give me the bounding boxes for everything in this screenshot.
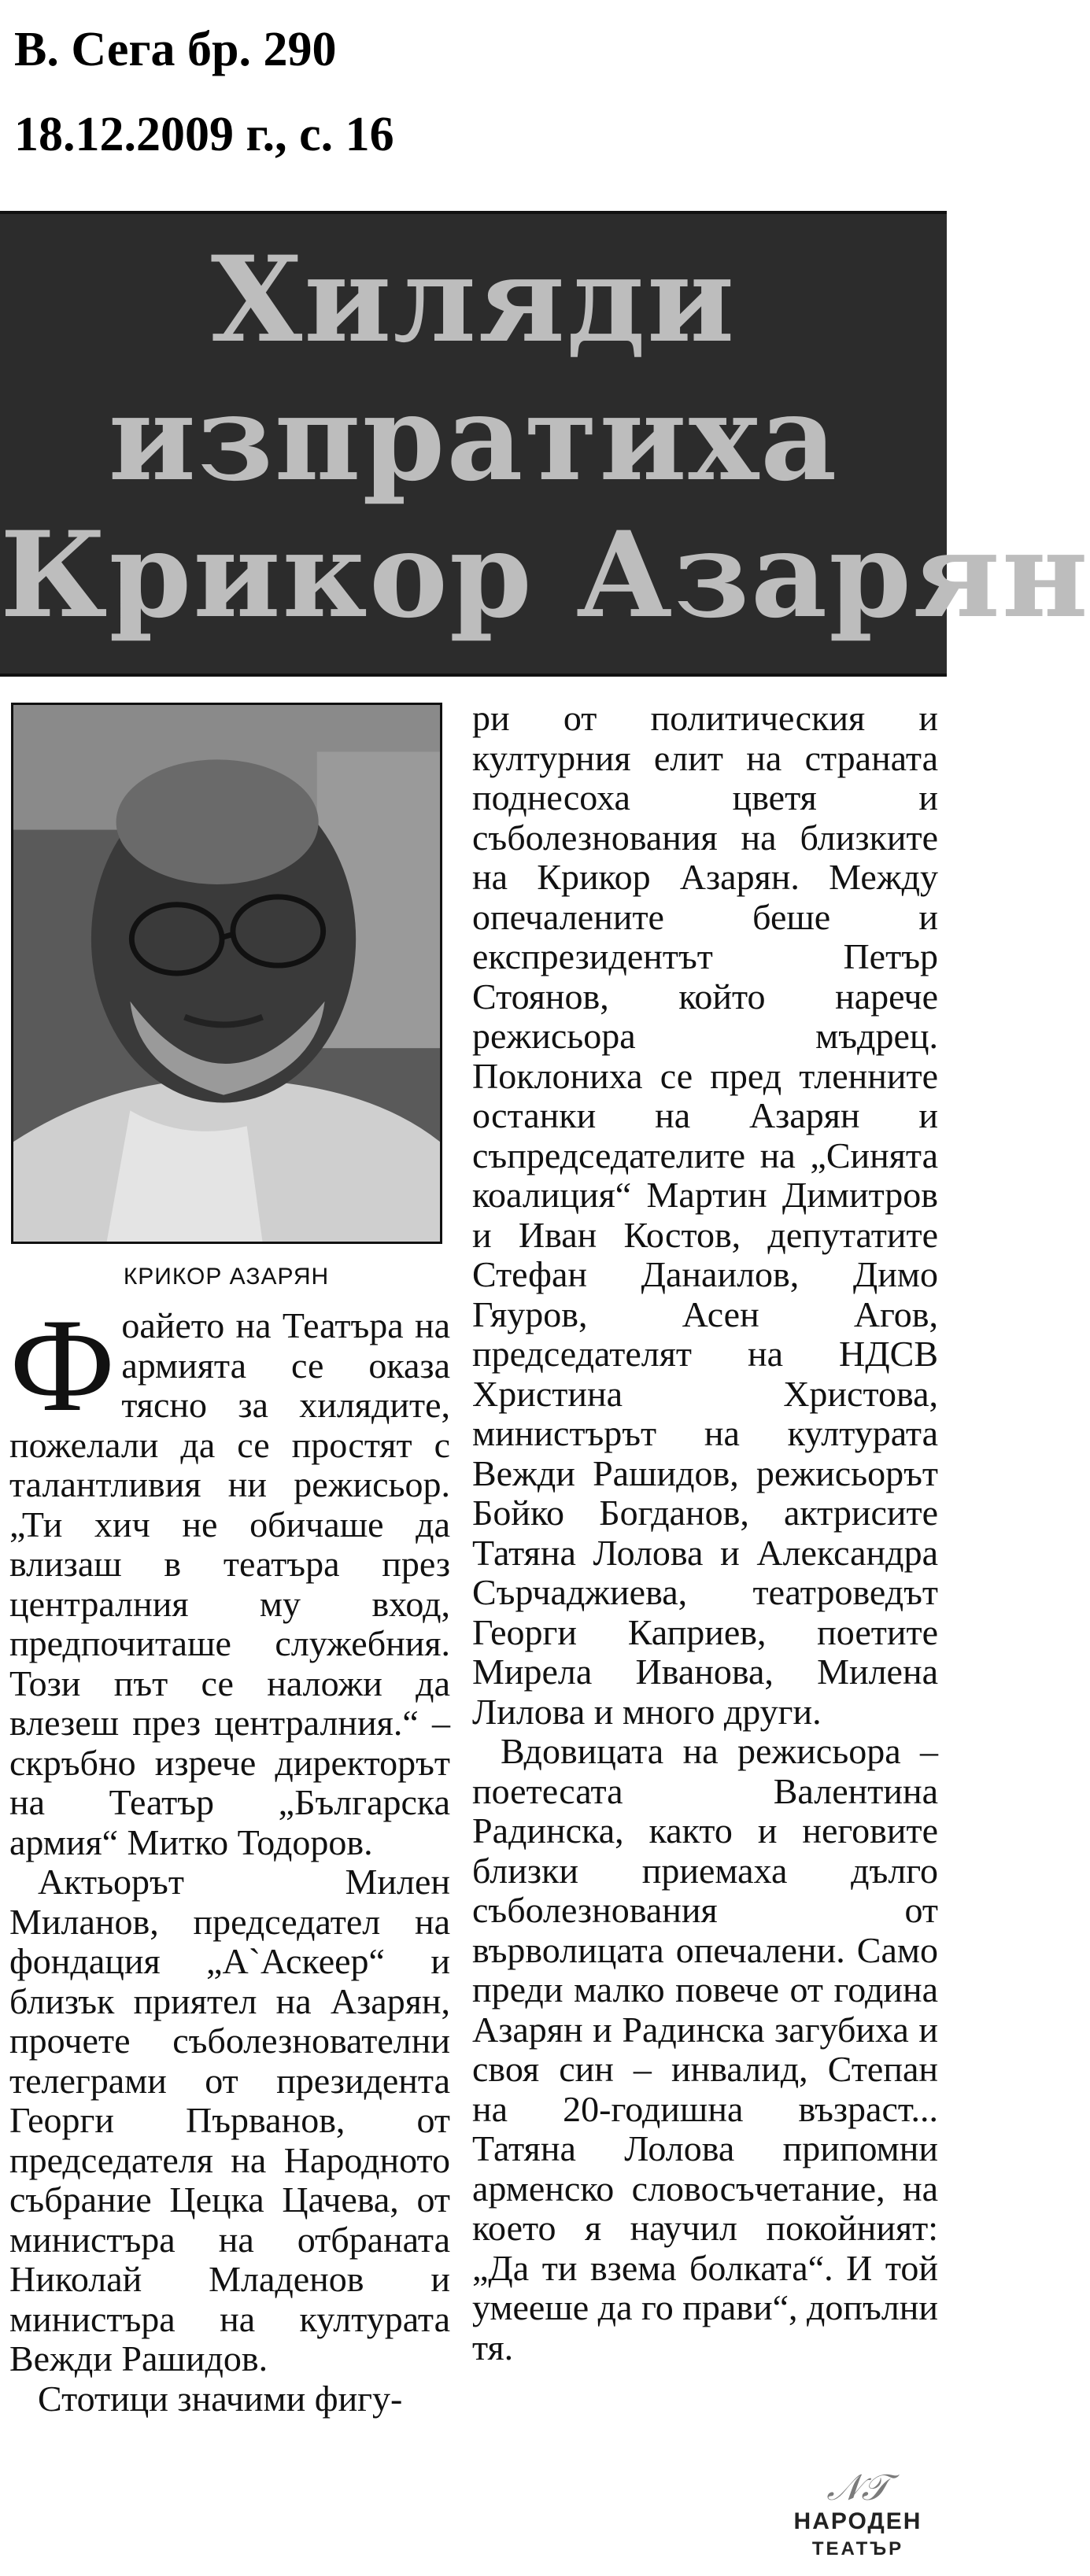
stamp-line-1: НАРОДЕН — [793, 2508, 922, 2534]
paragraph-5: Вдовицата на режисьора – поетесата Валентина Радинска, както и неговите близки приемаха дълго съболезнования от върволицата опечалени. Само преди малко повече от година Азарян и Радинска загубиха и своя син – инвалид, Степан на 20-годишна възраст... Татяна Лолова припомни арменско словосъчетание, на което я научил покойният: „Да ти взема болката“. И той умееше да го прави“, допълни тя. — [472, 1731, 939, 2367]
national-theatre-stamp — [779, 2466, 937, 2565]
drop-cap: Ф — [9, 1291, 116, 1439]
stamp-line-2: ТЕАТЪР — [811, 2538, 904, 2559]
paragraph-1-text: оайето на Театъра на армията се оказа тясно за хилядите, пожелали да се простят с талантливия ни режисьор. „Ти хич не обичаше да влизаш в театъра през централния му вход, предпочиташе служебния. Този път се наложи да влезеш през централния.“ – скръбно изрече директорът на Театър „Българска армия“ Митко Тодоров. — [9, 1305, 450, 1862]
paragraph-1 — [9, 1291, 450, 1862]
article-column-right — [472, 699, 938, 2367]
headline-line-1: Хиляди — [210, 231, 737, 369]
paragraph-4: ри от политическия и културния елит на страната поднесоха цветя и съболезнования на близките на Крикор Азарян. Между опечалените беше и експрезидентът Петър Стоянов, който нарече режисьора мъдрец. Поклониха се пред тленните останки на Азарян и съпредседателите на „Синята коалиция“ Мартин Димитров и Иван Костов, депутатите Стефан Данаилов, Димо Гяуров, Асен Агов, председателят на НДСВ Христина Христова, министърът на културата Вежди Рашидов, режисьорът Бойко Богданов, актрисите Татяна Лолова и Александра Сърчаджиева, театроведът Георги Каприев, поетите Мирела Иванова, Милена Лилова и много други. — [472, 698, 938, 1732]
photo-caption: КРИКОР АЗАРЯН — [123, 1264, 330, 1290]
article-column-left — [9, 1291, 450, 2419]
portrait-image — [13, 705, 440, 1242]
newspaper-source: В. Сега бр. 290 — [14, 23, 337, 76]
paragraph-2: Актьорът Милен Миланов, председател на фондация „А`Аскеер“ и близък приятел на Азарян, прочете съболезнователни телеграми от президента Георги Първанов, от председателя на Народното събрание Цецка Цачева, от министъра на отбраната Николай Младенов и министъра на културата Вежди Рашидов. — [9, 1862, 450, 2379]
headline-banner — [0, 211, 1090, 677]
headline-line-2: изпратиха — [108, 369, 839, 507]
paragraph-3: Стотици значими фигу- — [38, 2378, 403, 2419]
stamp-signature: 𝒩𝒯 — [826, 2466, 889, 2508]
headline-line-3: Крикор Азарян — [0, 506, 1090, 644]
publication-date-page: 18.12.2009 г., с. 16 — [14, 108, 394, 161]
portrait-photo — [11, 703, 442, 1244]
